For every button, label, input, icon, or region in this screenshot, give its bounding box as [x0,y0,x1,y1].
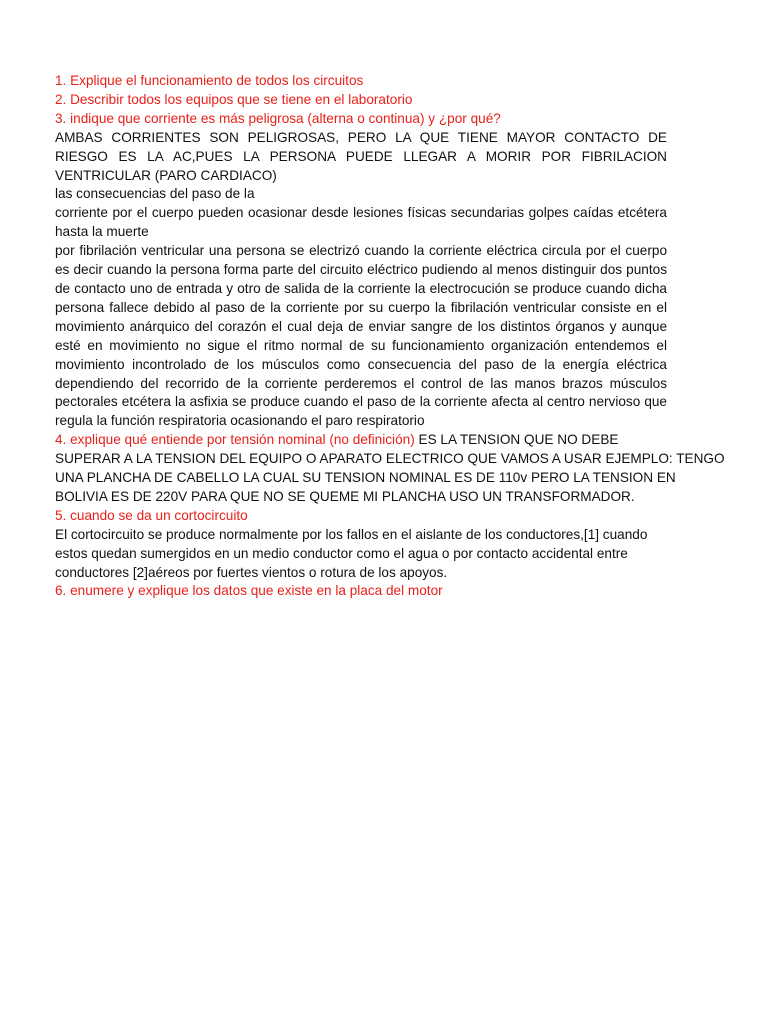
question-1: 1. Explique el funcionamiento de todos los circuitos [55,73,364,88]
document-body [55,72,725,601]
question-4: 4. explique qué entiende por tensión nominal (no definición) [55,432,415,448]
answer-3-paragraph-3: corriente por el cuerpo pueden ocasionar desde lesiones físicas secundarias golpes caídas etcétera hasta la muerte [55,205,667,240]
answer-4-line-4: BOLIVIA ES DE 220V PARA QUE NO SE QUEME MI PLANCHA USO UN TRANSFORMADOR. [55,488,635,504]
answer-4-line-2: SUPERAR A LA TENSION DEL EQUIPO O APARATO ELECTRICO QUE VAMOS A USAR EJEMPLO: TENGO [55,451,725,467]
question-6: 6. enumere y explique los datos que existe en la placa del motor [55,583,443,599]
answer-4-line-3: UNA PLANCHA DE CABELLO LA CUAL SU TENSION NOMINAL ES DE 110v PERO LA TENSION EN [55,470,676,486]
answer-3-paragraph-1: AMBAS CORRIENTES SON PELIGROSAS, PERO LA QUE TIENE MAYOR CONTACTO DE RIESGO ES LA AC,PUES LA PERSONA PUEDE LLEGAR A MORIR POR FIBRILACION VENTRICULAR (PARO CARDIACO) [55,129,667,183]
answer-5-line-2: estos quedan sumergidos en un medio conductor como el agua o por contacto accidental entre [55,545,628,561]
answer-5-line-3: conductores [2]aéreos por fuertes vientos o rotura de los apoyos. [55,564,448,580]
answer-4-line-1: ES LA TENSION QUE NO DEBE [414,432,619,448]
answer-5-line-1: El cortocircuito se produce normalmente por los fallos en el aislante de los conductores,[1] cuando [55,526,648,542]
question-4-line [55,431,667,450]
question-3: 3. indique que corriente es más peligrosa (alterna o continua) y ¿por qué? [55,110,501,126]
question-5: 5. cuando se da un cortocircuito [55,507,248,523]
answer-3-paragraph-4: por fibrilación ventricular una persona se electrizó cuando la corriente eléctrica circula por el cuerpo es decir cuando la persona forma parte del circuito eléctrico pudiendo al menos distinguir dos puntos de contacto uno de entrada y otro de salida de la corriente la electrocución se produce cuando dicha persona fallece debido al paso de la corriente por su cuerpo la fibrilación ventricular consiste en el movimiento anárquico del corazón el cual deja de enviar sangre de los distintos órganos y aunque esté en movimiento no sigue el ritmo normal de su funcionamiento organización entendemos el movimiento incontrolado de los músculos como consecuencia del paso de la energía eléctrica dependiendo del recorrido de la corriente perderemos el control de las manos brazos músculos pectorales etcétera la asfixia se produce cuando el paso de la corriente afecta al centro nervioso que regula la función respiratoria ocasionando el paro respiratorio [55,243,667,429]
answer-3-paragraph-2: las consecuencias del paso de la [55,186,255,202]
question-2: 2. Describir todos los equipos que se tiene en el laboratorio [55,91,413,107]
